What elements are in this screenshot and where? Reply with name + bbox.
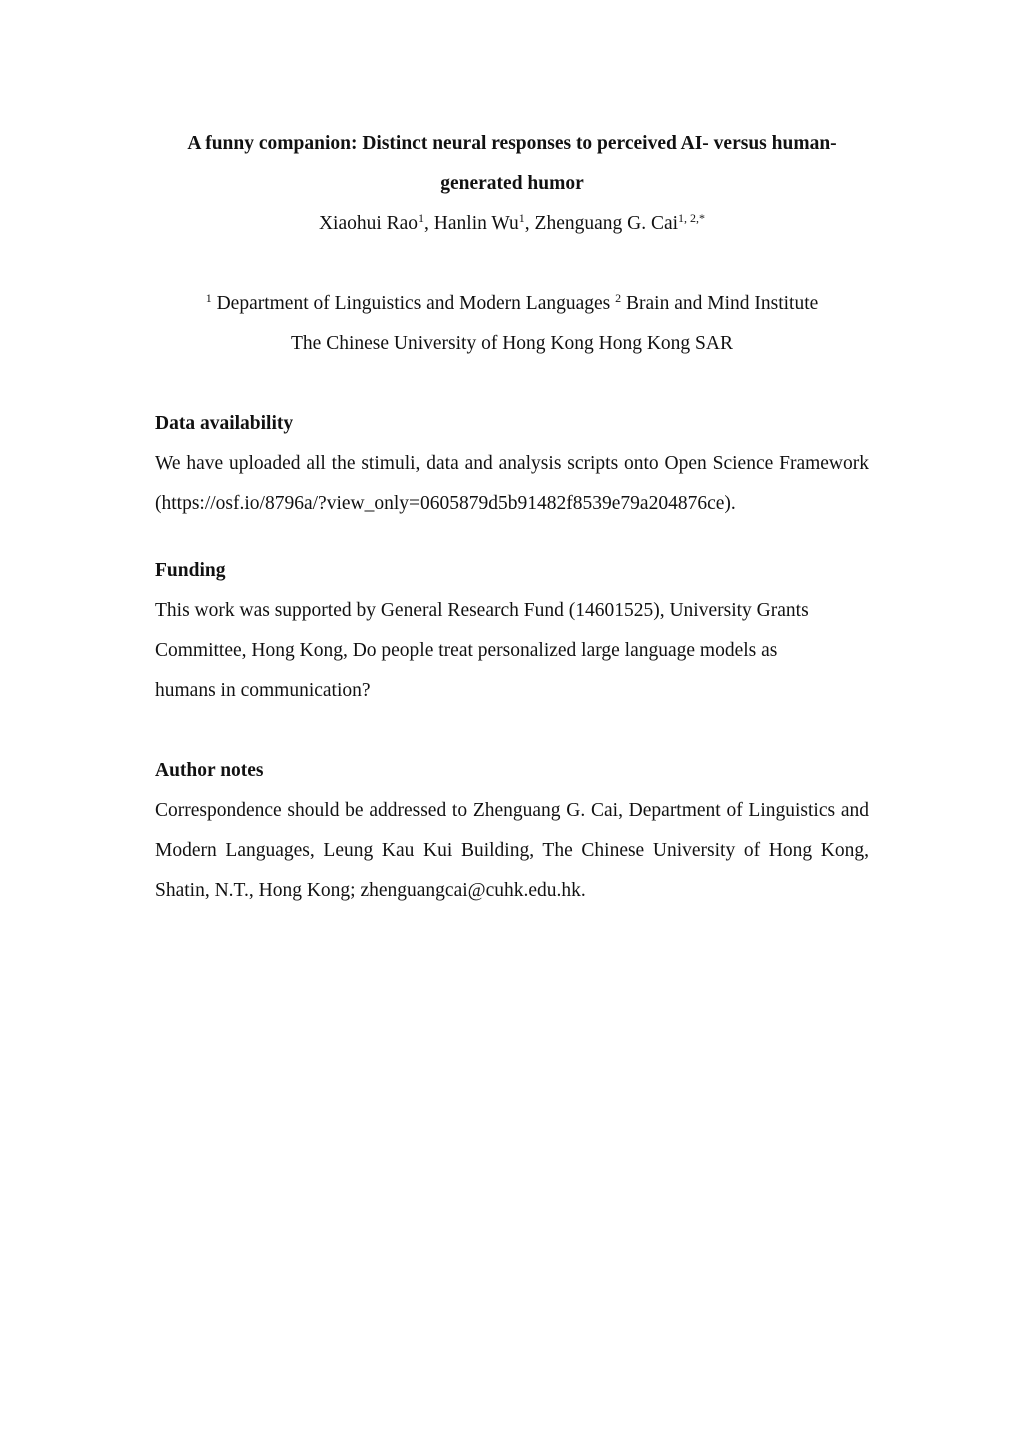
funding-line-3: humans in communication? xyxy=(155,680,371,701)
affiliation-line-1 xyxy=(155,284,869,324)
author-affiliation-marker: 1, 2,* xyxy=(678,211,706,225)
author-separator: , xyxy=(524,213,535,234)
author-notes-section xyxy=(155,751,869,911)
author-separator: , xyxy=(424,213,434,234)
author-list xyxy=(155,204,869,244)
paper-title xyxy=(155,124,869,204)
affiliation-text: Brain and Mind Institute xyxy=(621,293,819,314)
funding-section xyxy=(155,551,869,711)
author-name: Zhenguang G. Cai xyxy=(534,213,679,234)
funding-line-2: Committee, Hong Kong, Do people treat personalized large language models as xyxy=(155,640,778,661)
title-page xyxy=(155,124,869,911)
affiliation-marker: 1 xyxy=(205,291,212,305)
author-name: Xiaohui Rao xyxy=(318,213,419,234)
data-availability-body: We have uploaded all the stimuli, data and analysis scripts onto Open Science Framework (https://osf.io/8796a/?view_only=0605879d5b91482f8539e79a204876ce). xyxy=(155,453,869,514)
paper-title-line-2: generated humor xyxy=(440,173,584,194)
affiliation-text: Department of Linguistics and Modern Languages xyxy=(211,293,616,314)
author-notes-body: Correspondence should be addressed to Zhenguang G. Cai, Department of Linguistics and Modern Languages, Leung Kau Kui Building, The Chinese University of Hong Kong, Shatin, N.T., Hong Kong; zhenguangcai@cuhk.edu.hk. xyxy=(155,800,869,901)
author-notes-heading: Author notes xyxy=(155,760,264,781)
affiliations xyxy=(155,284,869,364)
author-affiliation-marker: 1 xyxy=(518,211,525,225)
data-availability-section xyxy=(155,404,869,524)
paper-title-line-1: A funny companion: Distinct neural responses to perceived AI- versus human- xyxy=(187,133,837,154)
funding-body xyxy=(155,591,869,711)
affiliation-marker: 2 xyxy=(615,291,622,305)
funding-heading: Funding xyxy=(155,560,226,581)
data-availability-heading: Data availability xyxy=(155,413,294,434)
funding-line-1: This work was supported by General Research Fund (14601525), University Grants xyxy=(155,600,809,621)
author-name: Hanlin Wu xyxy=(433,213,519,234)
author-affiliation-marker: 1 xyxy=(418,211,425,225)
affiliation-line-2: The Chinese University of Hong Kong Hong Kong SAR xyxy=(291,333,733,354)
